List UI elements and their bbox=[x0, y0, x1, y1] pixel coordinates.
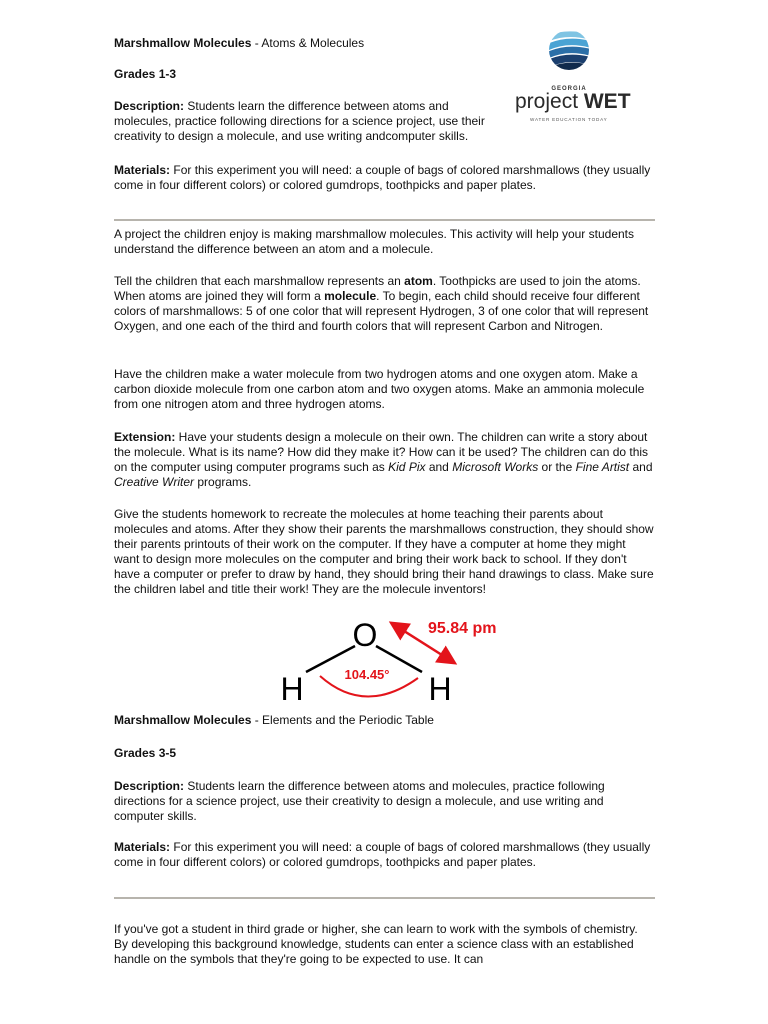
oxygen-atom-label: O bbox=[352, 617, 378, 653]
homework-paragraph: Give the students homework to recreate the molecules at home teaching their parents about molecules and atoms. After they show their parents the marshmallows construction, they should show their parents printouts of their work on the computer. If they have a computer at home they might want to design more molecules on the computer and bring their work back to school. If they don't have a computer or prefer to draw by hand, they should bring their hand drawings to class. Make sure the children label and title their work! They are the molecule inventors! bbox=[114, 507, 654, 596]
project-wet-logo bbox=[505, 24, 655, 122]
section1-materials: Materials: For this experiment you will need: a couple of bags of colored marshmallows (they usually come in four different colors) or colored gumdrops, toothpicks and paper plates. bbox=[114, 163, 651, 192]
section2-grades: Grades 3-5 bbox=[114, 746, 177, 760]
logo-tagline: WATER EDUCATION TODAY bbox=[530, 117, 608, 122]
logo-state-text: GEORGIA bbox=[551, 86, 587, 92]
section2-title: Marshmallow Molecules - Elements and the Periodic Table bbox=[114, 713, 434, 727]
section2-materials: Materials: For this experiment you will need: a couple of bags of colored marshmallows (they usually come in four different colors) or colored gumdrops, toothpicks and paper plates. bbox=[114, 840, 651, 869]
water-molecule-diagram bbox=[270, 608, 500, 708]
section1-title: Marshmallow Molecules - Atoms & Molecules bbox=[114, 36, 365, 50]
logo-wordmark: project WET bbox=[515, 90, 631, 113]
horizontal-divider bbox=[114, 219, 655, 221]
hydrogen-left-label: H bbox=[280, 671, 304, 707]
intro-paragraph: A project the children enjoy is making marshmallow molecules. This activity will help your students understand the difference between an atom and a molecule. bbox=[114, 227, 635, 256]
angle-label: 104.45° bbox=[344, 667, 390, 682]
extension-paragraph: Extension: Have your students design a molecule on their own. The children can write a story about the molecule. What is its name? How did they make it? How can it be used? The children can do this on the computer using computer programs such as Kid Pix and Microsoft Works or the Fine Artist and Creative Writer programs. bbox=[114, 430, 653, 489]
section1-grades: Grades 1-3 bbox=[114, 67, 177, 81]
section2-chemistry-paragraph: If you've got a student in third grade or higher, she can learn to work with the symbols of chemistry. By developing this background knowledge, students can enter a science class with an established handle on the symbols that they're going to be expected to use. It can bbox=[114, 922, 638, 966]
hydrogen-right-label: H bbox=[428, 671, 452, 707]
horizontal-divider-2 bbox=[114, 897, 655, 899]
molecules-paragraph: Have the children make a water molecule from two hydrogen atoms and one oxygen atom. Make a carbon dioxide molecule from one carbon atom and two oxygen atoms. Make an ammonia molecule from one nitrogen atom and three hydrogen atoms. bbox=[114, 367, 645, 411]
section1-description: Description: Students learn the difference between atoms and molecules, practice following directions for a science project, use their creativity to design a molecule, and use writing andcomputer skills. bbox=[114, 99, 485, 143]
atoms-paragraph: Tell the children that each marshmallow represents an atom. Toothpicks are used to join the atoms. When atoms are joined they will form a molecule. To begin, each child should receive four different colors of marshmallows: 5 of one color that will represent Hydrogen, 3 of one color that will represent Oxygen, and one each of the third and fourth colors that will represent Carbon and Nitrogen. bbox=[114, 274, 649, 333]
section2-description: Description: Students learn the difference between atoms and molecules, practice following directions for a science project, use their creativity to design a molecule, and use writing and computer skills. bbox=[114, 779, 605, 823]
bond-length-label: 95.84 pm bbox=[428, 620, 497, 637]
